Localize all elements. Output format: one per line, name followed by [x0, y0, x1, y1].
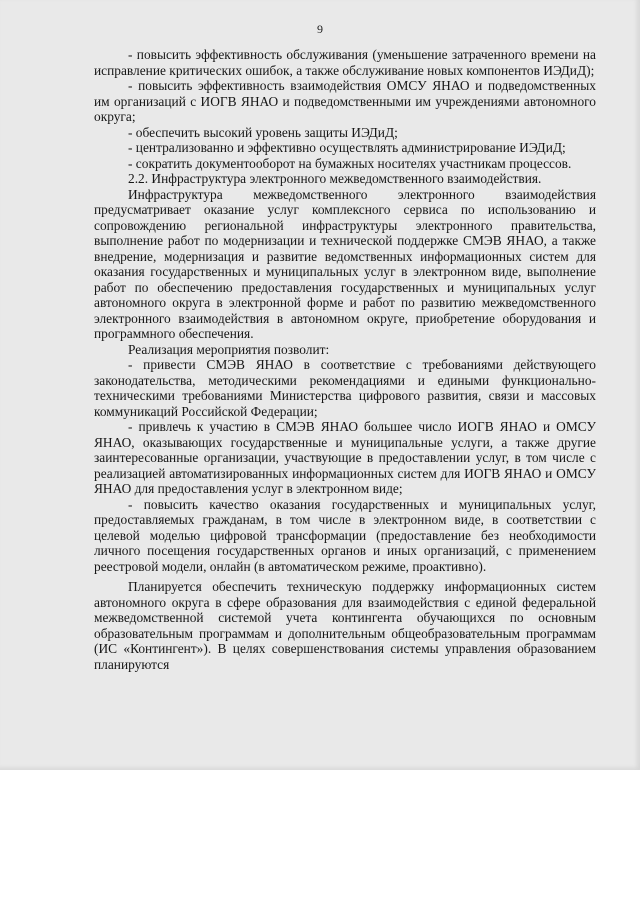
body-paragraph: Реализация мероприятия позволит:: [128, 341, 330, 357]
bullet-paragraph: - повысить эффективность взаимодействия ОМСУ ЯНАО и подведомственных им организаций с ИОГВ ЯНАО и подведомственными им учреждениями автономного округа;: [94, 78, 596, 124]
page-number: 9: [317, 22, 323, 36]
bullet-paragraph: - сократить документооборот на бумажных носителях участникам процессов.: [128, 155, 572, 171]
body-paragraph: Инфраструктура межведомственного электронного взаимодействия предусматривает оказание услуг комплексного сервиса по использованию и сопровождению региональной инфраструктуры электронного правительства, выполнение работ по модернизации и технической поддержке СМЭВ ЯНАО, а также внедрение, модернизация и развитие ведомственных информационных систем для оказания государственных и муниципальных услуг в электронном виде, выполнение работ по обеспечению предоставления государственных и муниципальных услуг автономного округа в электронной форме и работ по развитию межведомственного электронного взаимодействия в автономном округе, приобретение оборудования и программного обеспечения.: [94, 186, 596, 341]
bullet-paragraph: - повысить эффективность обслуживания (уменьшение затраченного времени на исправление критических ошибок, а также обслуживание новых компонентов ИЭДиД);: [94, 47, 596, 78]
bullet-paragraph: - обеспечить высокий уровень защиты ИЭДиД;: [128, 124, 398, 140]
bullet-paragraph: - привлечь к участию в СМЭВ ЯНАО большее число ИОГВ ЯНАО и ОМСУ ЯНАО, оказывающих государственные и муниципальные услуги, а также другие заинтересованные организации, участвующие в предоставлении услуг, в том числе с реализацией автоматизированных информационных систем для ИОГВ ЯНАО и ОМСУ ЯНАО для предоставления услуг в электронном виде;: [94, 419, 596, 496]
section-heading: 2.2. Инфраструктура электронного межведомственного взаимодействия.: [128, 171, 542, 186]
bullet-paragraph: - привести СМЭВ ЯНАО в соответствие с требованиями действующего законодательства, методическими рекомендациями и едиными функционально-техническими требованиями Министерства цифрового развития, связи и массовых коммуникаций Российской Федерации;: [94, 357, 596, 419]
document-body: [94, 47, 596, 672]
bullet-paragraph: - повысить качество оказания государственных и муниципальных услуг, предоставляемых гражданам, в том числе в электронном виде, в соответствии с целевой моделью цифровой трансформации (предоставление без необходимости личного посещения государственных органов и иных организаций, с применением реестровой модели, онлайн (в автоматическом режиме, проактивно).: [94, 496, 596, 574]
body-paragraph: Планируется обеспечить техническую поддержку информационных систем автономного округа в сфере образования для взаимодействия с единой федеральной межведомственной системой учета контингента обучающихся по основным образовательным программам и дополнительным общеобразовательным программам (ИС «Контингент»). В целях совершенствования системы управления образованием планируются: [94, 579, 596, 672]
bullet-paragraph: - централизованно и эффективно осуществлять администрирование ИЭДиД;: [128, 140, 566, 155]
